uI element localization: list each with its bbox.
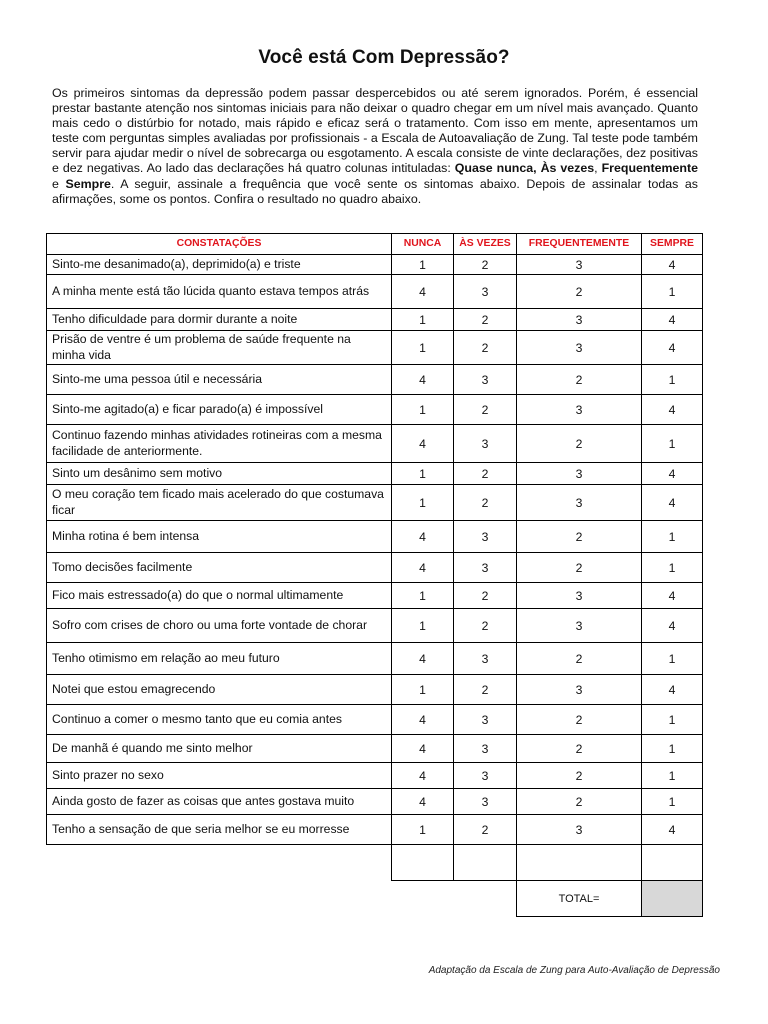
table-row xyxy=(47,463,703,485)
score-cell[interactable]: 3 xyxy=(454,365,517,395)
table-row xyxy=(47,675,703,705)
score-cell[interactable]: 4 xyxy=(392,365,454,395)
table-header-row xyxy=(47,234,703,255)
score-cell[interactable]: 3 xyxy=(517,485,642,521)
score-cell[interactable]: 3 xyxy=(454,553,517,583)
total-label: TOTAL= xyxy=(517,881,642,917)
score-cell[interactable]: 1 xyxy=(642,553,703,583)
score-cell[interactable]: 4 xyxy=(392,275,454,309)
score-cell[interactable]: 4 xyxy=(392,789,454,815)
statement-cell: De manhã é quando me sinto melhor xyxy=(47,735,392,763)
score-cell[interactable]: 1 xyxy=(392,395,454,425)
table-row xyxy=(47,309,703,331)
intro-bold-options: Quase nunca, Às vezes xyxy=(454,161,595,176)
score-cell[interactable]: 4 xyxy=(392,553,454,583)
statement-cell: Continuo fazendo minhas atividades rotineiras com a mesma facilidade de anteriormente. xyxy=(47,425,392,463)
score-cell[interactable]: 3 xyxy=(454,735,517,763)
zung-scale-table xyxy=(46,233,703,917)
score-cell[interactable]: 3 xyxy=(454,763,517,789)
score-cell[interactable]: 4 xyxy=(642,485,703,521)
score-cell[interactable]: 1 xyxy=(642,763,703,789)
header-frequentemente: FREQUENTEMENTE xyxy=(517,234,642,255)
score-cell[interactable]: 1 xyxy=(642,643,703,675)
score-cell[interactable]: 3 xyxy=(517,309,642,331)
statement-cell: Sinto-me agitado(a) e ficar parado(a) é impossível xyxy=(47,395,392,425)
score-cell[interactable]: 1 xyxy=(392,675,454,705)
score-cell[interactable]: 3 xyxy=(517,583,642,609)
total-value-cell[interactable] xyxy=(642,881,703,917)
score-cell[interactable]: 2 xyxy=(517,425,642,463)
score-cell[interactable]: 1 xyxy=(642,275,703,309)
statement-cell: Sinto-me desanimado(a), deprimido(a) e triste xyxy=(47,255,392,275)
table-row xyxy=(47,789,703,815)
score-cell[interactable]: 2 xyxy=(454,309,517,331)
score-cell[interactable]: 2 xyxy=(517,521,642,553)
score-cell[interactable]: 1 xyxy=(392,255,454,275)
statement-cell: Continuo a comer o mesmo tanto que eu comia antes xyxy=(47,705,392,735)
table-row xyxy=(47,735,703,763)
score-cell[interactable]: 1 xyxy=(642,789,703,815)
score-cell[interactable]: 3 xyxy=(454,425,517,463)
table-row xyxy=(47,521,703,553)
score-cell[interactable]: 4 xyxy=(642,815,703,845)
intro-paragraph xyxy=(52,86,698,207)
page-title: Você está Com Depressão? xyxy=(258,47,510,68)
statement-cell: Prisão de ventre é um problema de saúde frequente na minha vida xyxy=(47,331,392,365)
statement-cell: Tomo decisões facilmente xyxy=(47,553,392,583)
score-cell[interactable]: 1 xyxy=(392,815,454,845)
score-cell[interactable]: 4 xyxy=(392,643,454,675)
score-cell[interactable]: 3 xyxy=(517,255,642,275)
score-cell[interactable]: 1 xyxy=(642,425,703,463)
sum-row xyxy=(47,845,703,881)
intro-text-2: . A seguir, assinale a frequência que você sente os sintomas abaixo. Depois de assinalar todas as afirmações, some os pontos. Confira o resultado no quadro abaixo. xyxy=(52,176,698,206)
statement-cell: Fico mais estressado(a) do que o normal ultimamente xyxy=(47,583,392,609)
header-sempre: SEMPRE xyxy=(642,234,703,255)
table-row xyxy=(47,583,703,609)
table-row xyxy=(47,255,703,275)
score-cell[interactable]: 3 xyxy=(454,789,517,815)
table-row xyxy=(47,705,703,735)
column-sum-box[interactable] xyxy=(392,845,454,881)
score-cell[interactable]: 2 xyxy=(517,735,642,763)
column-sum-box[interactable] xyxy=(517,845,642,881)
score-cell[interactable]: 1 xyxy=(392,583,454,609)
statement-cell: Sinto-me uma pessoa útil e necessária xyxy=(47,365,392,395)
score-cell[interactable]: 2 xyxy=(454,609,517,643)
statement-cell: Tenho otimismo em relação ao meu futuro xyxy=(47,643,392,675)
score-cell[interactable]: 3 xyxy=(517,331,642,365)
score-cell[interactable]: 2 xyxy=(517,789,642,815)
score-cell[interactable]: 1 xyxy=(642,735,703,763)
score-cell[interactable]: 1 xyxy=(642,521,703,553)
statement-cell: Sofro com crises de choro ou uma forte vontade de chorar xyxy=(47,609,392,643)
score-cell[interactable]: 4 xyxy=(392,763,454,789)
score-cell[interactable]: 2 xyxy=(454,583,517,609)
statement-cell: Minha rotina é bem intensa xyxy=(47,521,392,553)
score-cell[interactable]: 4 xyxy=(392,705,454,735)
statement-cell: Sinto prazer no sexo xyxy=(47,763,392,789)
statement-cell: A minha mente está tão lúcida quanto estava tempos atrás xyxy=(47,275,392,309)
column-sum-box[interactable] xyxy=(642,845,703,881)
table-row xyxy=(47,425,703,463)
score-cell[interactable]: 2 xyxy=(517,553,642,583)
table-row xyxy=(47,485,703,521)
score-cell[interactable]: 2 xyxy=(454,331,517,365)
score-cell[interactable]: 2 xyxy=(454,395,517,425)
score-cell[interactable]: 2 xyxy=(517,275,642,309)
statement-cell: Notei que estou emagrecendo xyxy=(47,675,392,705)
score-cell[interactable]: 2 xyxy=(454,675,517,705)
header-as-vezes: ÀS VEZES xyxy=(454,234,517,255)
spacer-cell xyxy=(47,881,517,917)
footer-caption: Adaptação da Escala de Zung para Auto-Avaliação de Depressão xyxy=(428,965,720,976)
score-cell[interactable]: 1 xyxy=(392,309,454,331)
statement-cell: Tenho a sensação de que seria melhor se eu morresse xyxy=(47,815,392,845)
table-row xyxy=(47,331,703,365)
score-cell[interactable]: 4 xyxy=(392,425,454,463)
statement-cell: O meu coração tem ficado mais acelerado do que costumava ficar xyxy=(47,485,392,521)
score-cell[interactable]: 4 xyxy=(392,735,454,763)
table-row xyxy=(47,763,703,789)
score-cell[interactable]: 3 xyxy=(517,815,642,845)
score-cell[interactable]: 4 xyxy=(642,331,703,365)
score-cell[interactable]: 4 xyxy=(642,463,703,485)
header-nunca: NUNCA xyxy=(392,234,454,255)
intro-sep-2: e xyxy=(52,176,66,191)
table-row xyxy=(47,815,703,845)
score-cell[interactable]: 2 xyxy=(517,763,642,789)
intro-sep-1: , xyxy=(594,161,602,176)
statement-cell: Ainda gosto de fazer as coisas que antes gostava muito xyxy=(47,789,392,815)
table-row xyxy=(47,643,703,675)
score-cell[interactable]: 1 xyxy=(392,463,454,485)
score-cell[interactable]: 1 xyxy=(392,485,454,521)
table-row xyxy=(47,275,703,309)
score-cell[interactable]: 1 xyxy=(642,365,703,395)
score-cell[interactable]: 3 xyxy=(454,275,517,309)
column-sum-box[interactable] xyxy=(454,845,517,881)
table-row xyxy=(47,365,703,395)
score-cell[interactable]: 4 xyxy=(642,309,703,331)
score-cell[interactable]: 2 xyxy=(454,485,517,521)
score-cell[interactable]: 1 xyxy=(392,331,454,365)
total-row xyxy=(47,881,703,917)
intro-bold-always: Sempre xyxy=(65,176,111,191)
header-constatacoes: CONSTATAÇÕES xyxy=(47,234,392,255)
score-cell[interactable]: 4 xyxy=(642,583,703,609)
score-cell[interactable]: 3 xyxy=(454,705,517,735)
score-cell[interactable]: 1 xyxy=(392,609,454,643)
statement-cell: Sinto um desânimo sem motivo xyxy=(47,463,392,485)
score-cell[interactable]: 2 xyxy=(454,463,517,485)
score-cell[interactable]: 4 xyxy=(642,675,703,705)
score-cell[interactable]: 3 xyxy=(454,643,517,675)
score-cell[interactable]: 4 xyxy=(642,395,703,425)
table-row xyxy=(47,609,703,643)
score-cell[interactable]: 3 xyxy=(454,521,517,553)
intro-bold-frequently: Frequentemente xyxy=(601,161,698,176)
score-cell[interactable]: 4 xyxy=(642,609,703,643)
score-cell[interactable]: 4 xyxy=(392,521,454,553)
table-row xyxy=(47,395,703,425)
score-cell[interactable]: 2 xyxy=(454,255,517,275)
score-cell[interactable]: 2 xyxy=(517,705,642,735)
score-cell[interactable]: 2 xyxy=(454,815,517,845)
table-row xyxy=(47,553,703,583)
score-cell[interactable]: 3 xyxy=(517,463,642,485)
score-cell[interactable]: 3 xyxy=(517,675,642,705)
score-cell[interactable]: 2 xyxy=(517,643,642,675)
intro-text-1: Os primeiros sintomas da depressão podem passar despercebidos ou até serem ignorados. Porém, é essencial prestar bastante atenção nos sintomas iniciais para não deixar o quadro chegar em um nível mais avançado. Quanto mais cedo o distúrbio for notado, mais rápido e eficaz será o tratamento. Com isso em mente, apresentamos um teste com perguntas simples avaliadas por profissionais - a Escala de Autoavaliação de Zung. Tal teste pode também servir para ajudar medir o nível de sobrecarga ou esgotamento. A escala consiste de vinte declarações, dez positivas e dez negativas. Ao lado das declarações há quatro colunas intituladas: xyxy=(52,86,698,176)
spacer-cell xyxy=(47,845,392,881)
score-cell[interactable]: 1 xyxy=(642,705,703,735)
score-cell[interactable]: 2 xyxy=(517,365,642,395)
statement-cell: Tenho dificuldade para dormir durante a noite xyxy=(47,309,392,331)
score-cell[interactable]: 3 xyxy=(517,609,642,643)
score-cell[interactable]: 4 xyxy=(642,255,703,275)
score-cell[interactable]: 3 xyxy=(517,395,642,425)
